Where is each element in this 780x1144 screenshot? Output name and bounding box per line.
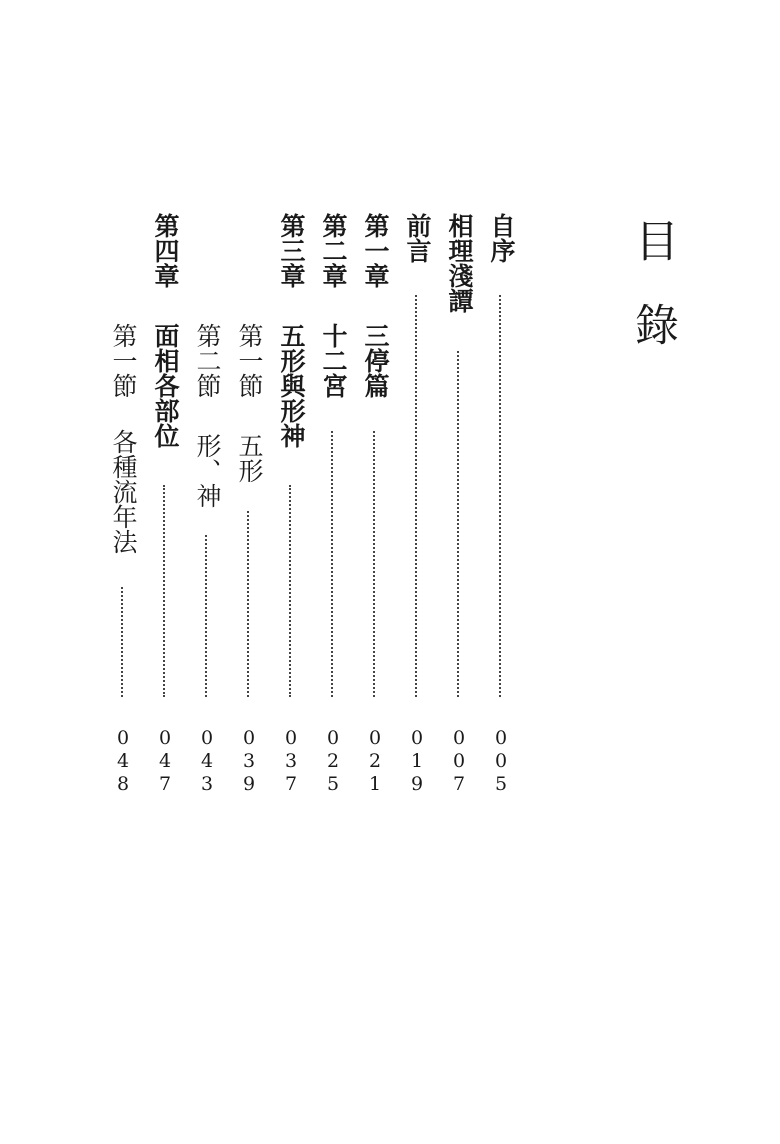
toc-page-number: 048 — [112, 727, 134, 796]
leader-dots — [121, 587, 123, 697]
leader-dots — [457, 351, 459, 697]
toc-page-number: 037 — [280, 727, 302, 796]
toc-entry-label: 面相各部位 — [151, 323, 180, 448]
toc-entry[interactable] — [150, 213, 180, 813]
toc-list — [0, 213, 780, 813]
toc-entry-label: 各種流年法 — [109, 429, 138, 554]
toc-page-number: 047 — [154, 727, 176, 796]
toc-title: 目錄 — [627, 218, 678, 386]
toc-entry-label: 三停篇 — [361, 323, 390, 398]
toc-chapter-number: 第一章 — [361, 213, 390, 288]
toc-section-number: 第二節 — [193, 323, 222, 398]
toc-entry-label: 相理淺譚 — [445, 213, 474, 313]
toc-page-number: 007 — [448, 727, 470, 796]
toc-entry[interactable] — [360, 213, 390, 813]
leader-dots — [289, 485, 291, 697]
toc-chapter-number: 第二章 — [319, 213, 348, 288]
toc-entry[interactable] — [108, 213, 138, 813]
toc-entry[interactable] — [234, 213, 264, 813]
toc-chapter-number: 第三章 — [277, 213, 306, 288]
toc-entry[interactable] — [318, 213, 348, 813]
leader-dots — [163, 485, 165, 697]
toc-chapter-number: 第四章 — [151, 213, 180, 288]
toc-entry[interactable] — [444, 213, 474, 813]
toc-page-number: 019 — [406, 727, 428, 796]
leader-dots — [499, 295, 501, 697]
toc-entry[interactable] — [486, 213, 516, 813]
toc-entry-label: 五形與形神 — [277, 323, 306, 448]
toc-entry-label: 前言 — [403, 213, 432, 263]
toc-entry[interactable] — [192, 213, 222, 813]
toc-page-number: 021 — [364, 727, 386, 796]
leader-dots — [415, 295, 417, 697]
leader-dots — [205, 535, 207, 697]
toc-entry-label: 形、神 — [193, 433, 222, 508]
toc-page-number: 025 — [322, 727, 344, 796]
leader-dots — [331, 431, 333, 697]
toc-section-number: 第一節 — [109, 323, 138, 398]
toc-entry[interactable] — [402, 213, 432, 813]
toc-entry-label: 十二宮 — [319, 323, 348, 398]
toc-page-number: 005 — [490, 727, 512, 796]
toc-section-number: 第一節 — [235, 323, 264, 398]
leader-dots — [247, 511, 249, 697]
toc-entry-label: 自序 — [487, 213, 516, 263]
toc-page-number: 039 — [238, 727, 260, 796]
toc-page-number: 043 — [196, 727, 218, 796]
toc-entry[interactable] — [276, 213, 306, 813]
leader-dots — [373, 431, 375, 697]
toc-entry-label: 五形 — [235, 433, 264, 483]
